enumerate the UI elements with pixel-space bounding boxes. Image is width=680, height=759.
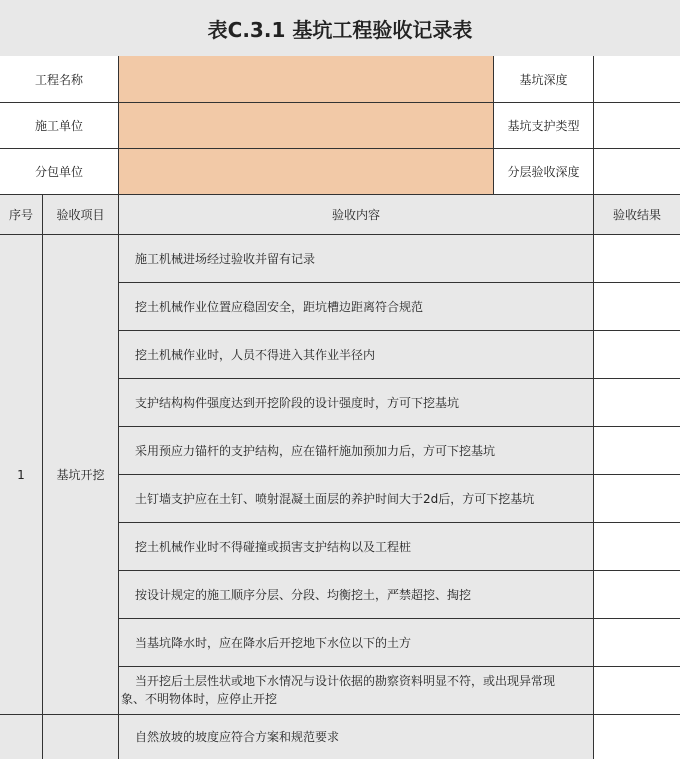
result-cell[interactable] xyxy=(594,235,680,283)
result-cell[interactable] xyxy=(594,715,680,759)
pit-depth-label: 基坑深度 xyxy=(494,56,594,103)
support-type-label: 基坑支护类型 xyxy=(494,103,594,149)
page-title: 表C.3.1 基坑工程验收记录表 xyxy=(0,0,680,57)
group1-item: 基坑开挖 xyxy=(43,235,119,715)
list-item: 当基坑降水时，应在降水后开挖地下水位以下的土方 xyxy=(119,619,594,667)
construction-unit-field[interactable] xyxy=(119,103,494,149)
list-item: 采用预应力锚杆的支护结构，应在锚杆施加预加力后，方可下挖基坑 xyxy=(119,427,594,475)
list-item: 土钉墙支护应在土钉、喷射混凝土面层的养护时间大于2d后，方可下挖基坑 xyxy=(119,475,594,523)
column-header-result: 验收结果 xyxy=(594,195,680,235)
list-item: 支护结构构件强度达到开挖阶段的设计强度时，方可下挖基坑 xyxy=(119,379,594,427)
result-cell[interactable] xyxy=(594,475,680,523)
group2-index xyxy=(0,715,43,759)
result-cell[interactable] xyxy=(594,523,680,571)
list-item: 自然放坡的坡度应符合方案和规范要求 xyxy=(119,715,594,759)
list-item: 按设计规定的施工顺序分层、分段、均衡挖土，严禁超挖、掏挖 xyxy=(119,571,594,619)
list-item: 挖土机械作业位置应稳固安全，距坑槽边距离符合规范 xyxy=(119,283,594,331)
result-cell[interactable] xyxy=(594,379,680,427)
support-type-field[interactable] xyxy=(594,103,680,149)
result-cell[interactable] xyxy=(594,619,680,667)
result-cell[interactable] xyxy=(594,571,680,619)
list-item: 施工机械进场经过验收并留有记录 xyxy=(119,235,594,283)
list-item: 挖土机械作业时不得碰撞或损害支护结构以及工程桩 xyxy=(119,523,594,571)
result-cell[interactable] xyxy=(594,283,680,331)
list-item: 挖土机械作业时，人员不得进入其作业半径内 xyxy=(119,331,594,379)
list-item-text-line1: 当开挖后土层性状或地下水情况与设计依据的勘察资料明显不符，或出现异常现 xyxy=(135,674,556,688)
column-header-item: 验收项目 xyxy=(43,195,119,235)
column-header-content: 验收内容 xyxy=(119,195,594,235)
result-cell[interactable] xyxy=(594,331,680,379)
result-cell[interactable] xyxy=(594,667,680,715)
layer-depth-label: 分层验收深度 xyxy=(494,149,594,195)
project-name-label: 工程名称 xyxy=(0,56,119,103)
subcontract-unit-label: 分包单位 xyxy=(0,149,119,195)
project-name-field[interactable] xyxy=(119,56,494,103)
group2-item xyxy=(43,715,119,759)
column-header-index: 序号 xyxy=(0,195,43,235)
result-cell[interactable] xyxy=(594,427,680,475)
list-item-text-line2: 象、不明物体时，应停止开挖 xyxy=(121,692,278,706)
pit-depth-field[interactable] xyxy=(594,56,680,103)
list-item xyxy=(119,667,594,715)
layer-depth-field[interactable] xyxy=(594,149,680,195)
subcontract-unit-field[interactable] xyxy=(119,149,494,195)
group1-index: 1 xyxy=(0,235,43,715)
construction-unit-label: 施工单位 xyxy=(0,103,119,149)
